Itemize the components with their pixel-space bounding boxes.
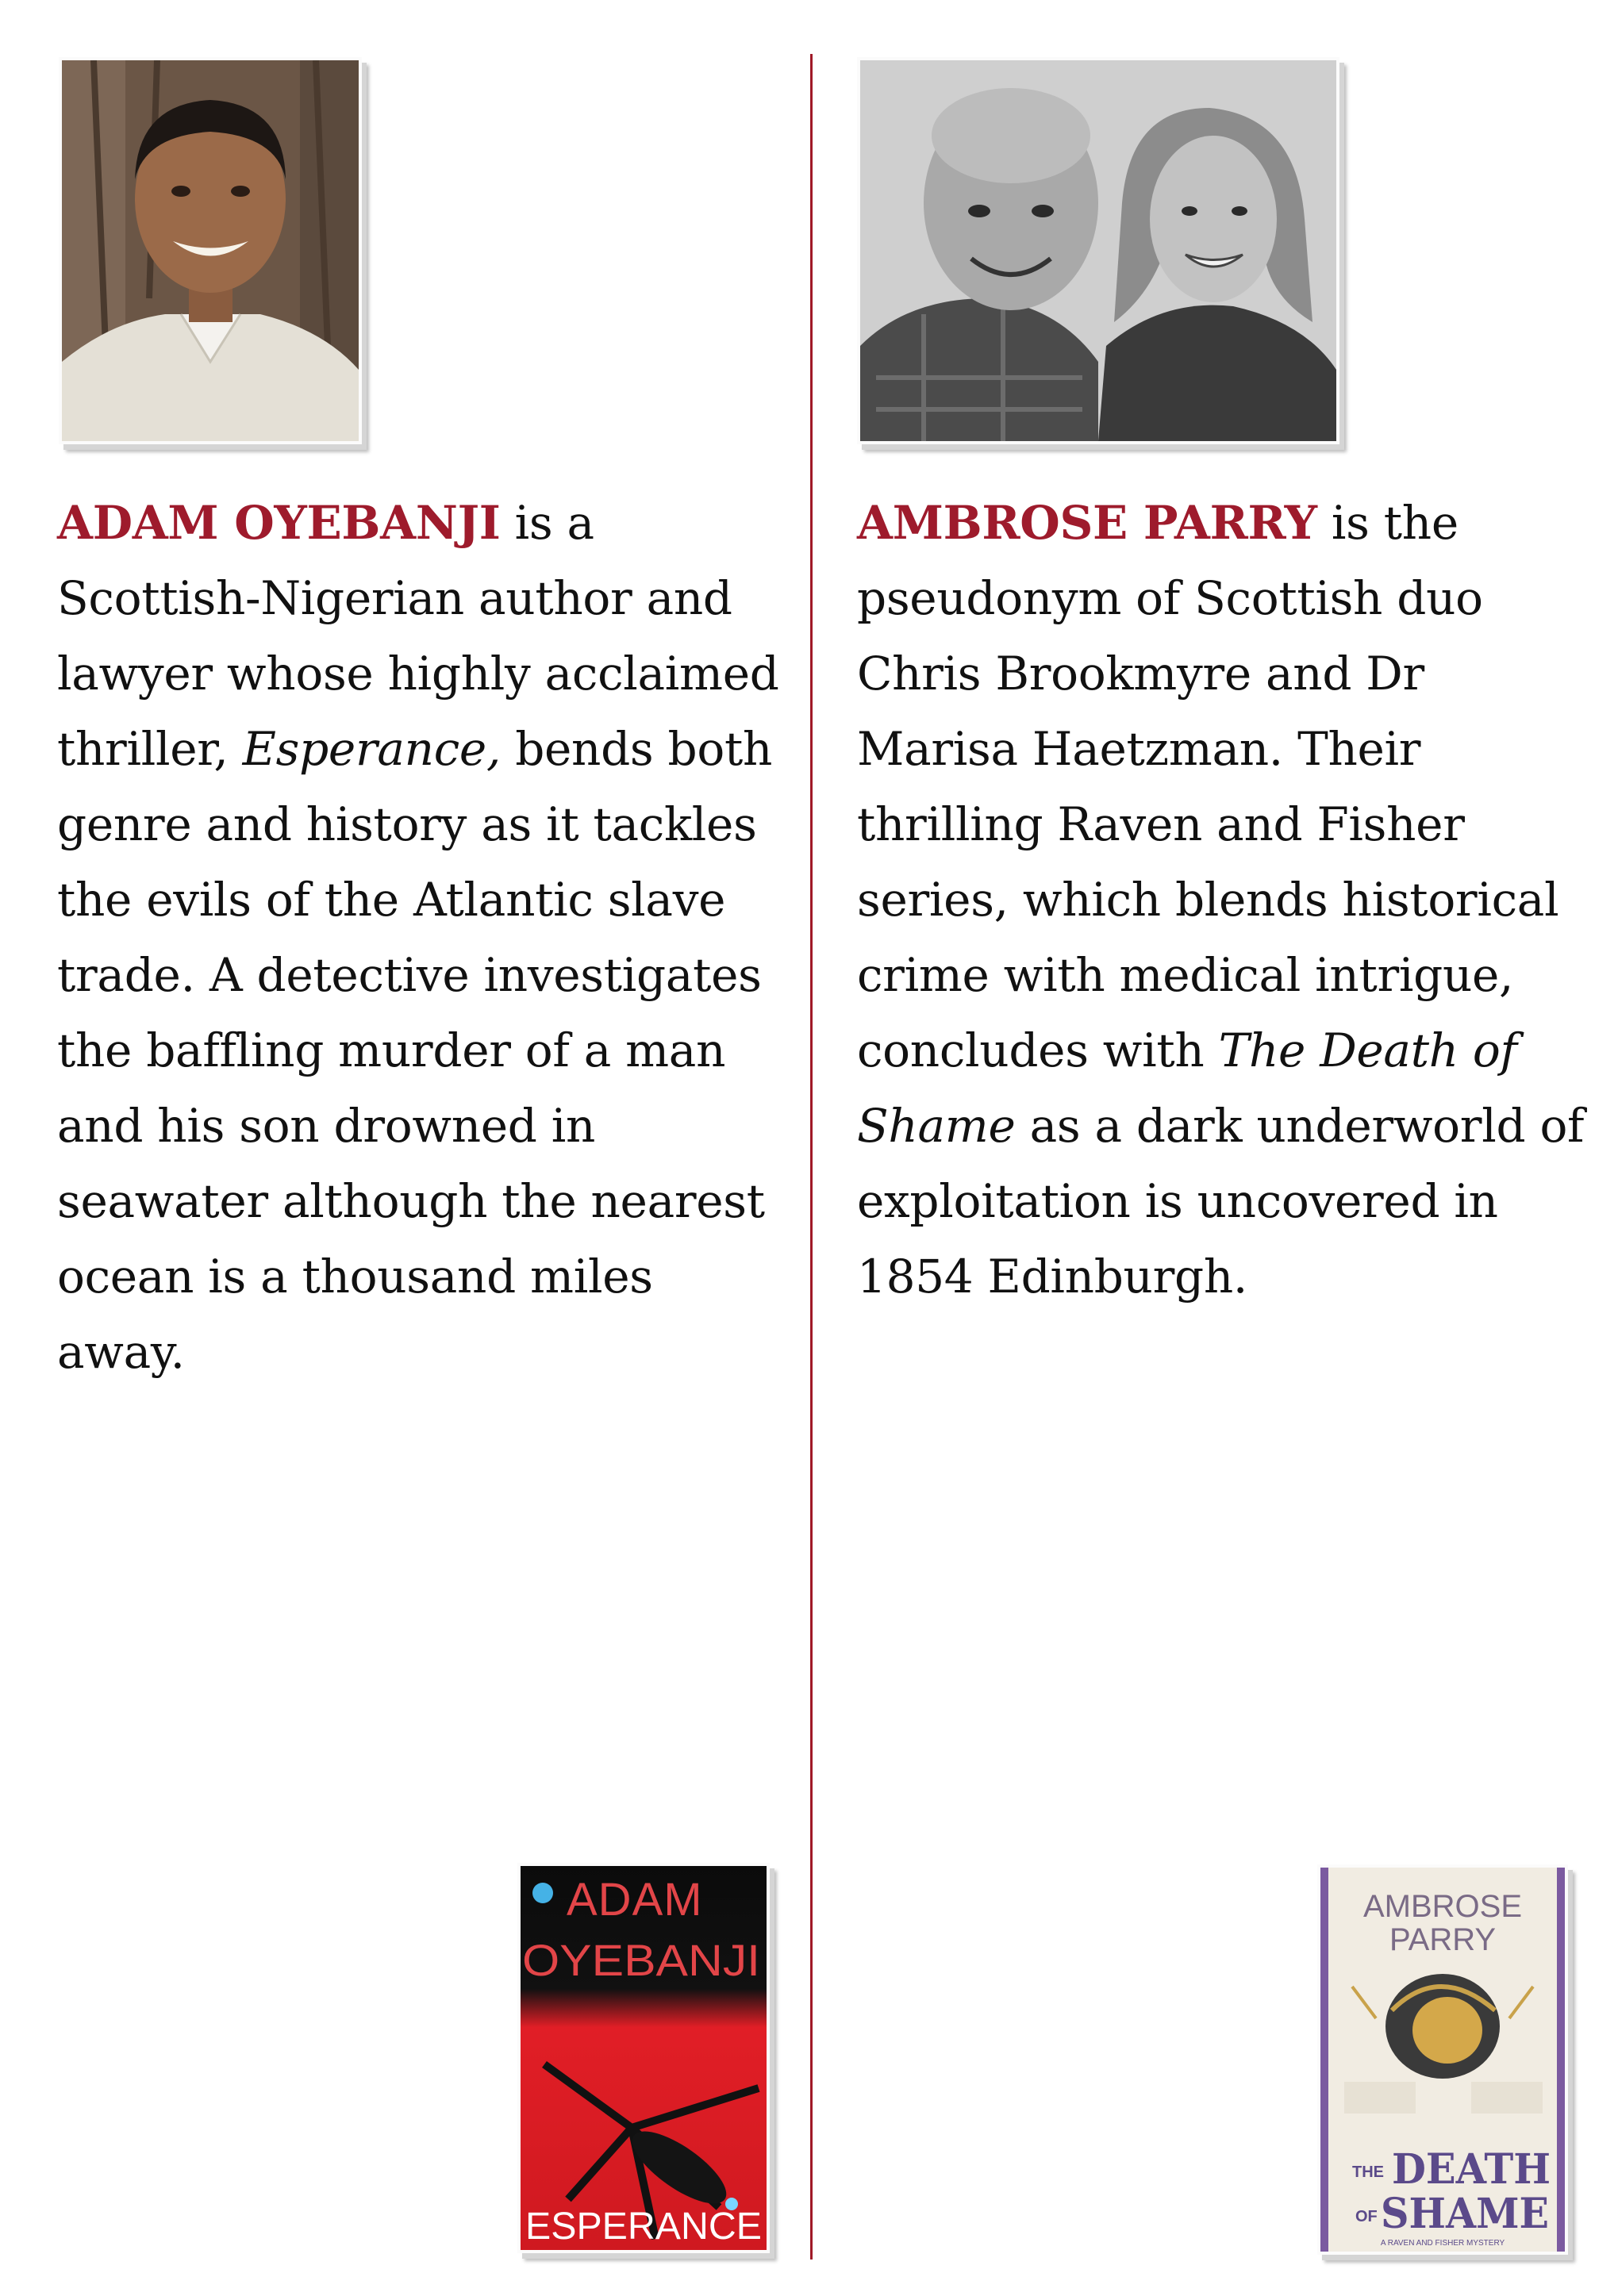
author-photo-adam-oyebanji (59, 57, 362, 444)
author-bio-adam-oyebanji: ADAM OYEBANJI is a Scottish-Nigerian author and lawyer whose highly acclaimed thriller, Esperance, bends both genre and history as it tackles the evils of the Atlantic slave trade. A detective investigates the baffling murder of a man and his son drowned in seawater although the nearest ocean is a thousand miles away. (57, 496, 779, 1379)
cover-title-the: THE (1352, 2164, 1384, 2181)
cover-series-line: A RAVEN AND FISHER MYSTERY (1380, 2239, 1505, 2248)
author-bio-ambrose-parry: AMBROSE PARRY is the pseudonym of Scottish duo Chris Brookmyre and Dr Marisa Haetzman. Their thrilling Raven and Fisher series, which blends historical crime with medical intrigue, concludes with The Death of Shame as a dark underworld of exploitation is uncovered in 1854 Edinburgh. (857, 496, 1585, 1303)
cover-title-death: DEATH (1392, 2145, 1551, 2194)
book-cover-the-death-of-shame (1317, 1864, 1568, 2255)
cover-author-first: ADAM (567, 1874, 703, 1925)
author-name: ADAM OYEBANJI (57, 496, 501, 550)
author-photo-ambrose-parry (857, 57, 1339, 444)
column-divider (810, 54, 813, 2260)
book-title: Esperance, (242, 722, 502, 776)
book-cover-esperance (517, 1863, 770, 2253)
author-name: AMBROSE PARRY (857, 496, 1317, 550)
cover-author-last: PARRY (1389, 1922, 1497, 1957)
cover-author-last: OYEBANJI (522, 1935, 760, 1985)
cover-author-first: AMBROSE (1362, 1889, 1523, 1924)
cover-title: ESPERANCE (525, 2206, 762, 2248)
cover-title-shame: SHAME (1381, 2190, 1549, 2238)
book-title: The Death of Shame (857, 1023, 1517, 1153)
cover-title-of: OF (1355, 2208, 1378, 2225)
